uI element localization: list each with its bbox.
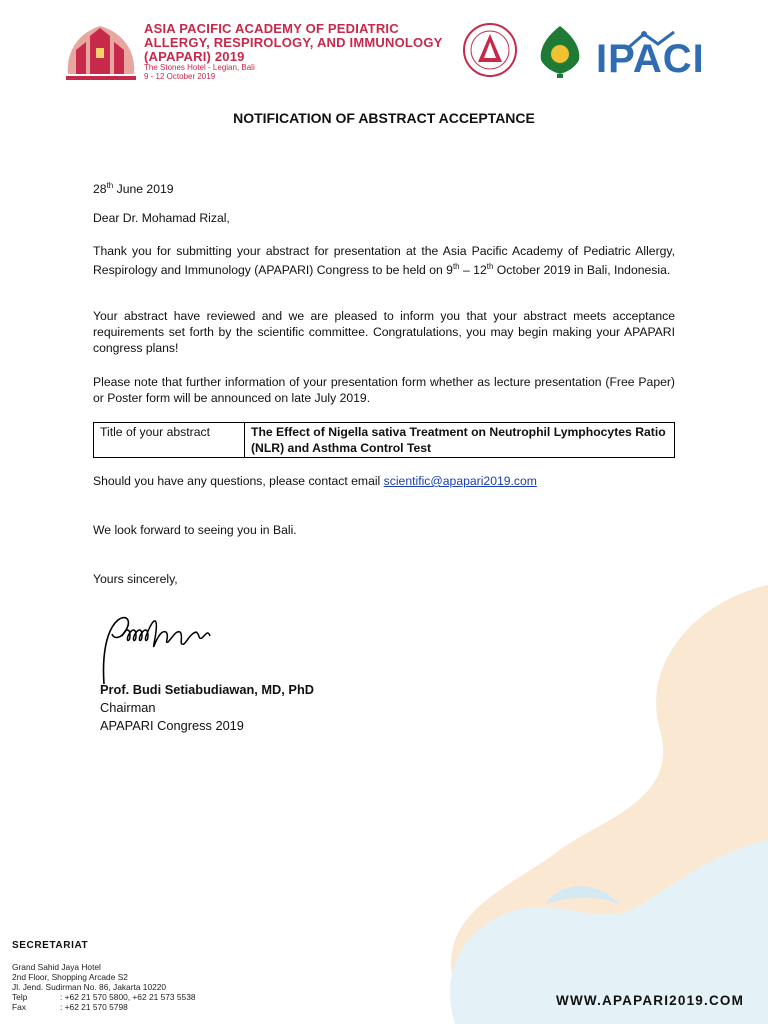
address-line-2: 2nd Floor, Shopping Arcade S2 (12, 972, 128, 982)
telephone-label: Telp (12, 992, 28, 1002)
event-dates: 9 - 12 October 2019 (144, 72, 216, 81)
address-line-3: Jl. Jend. Sudirman No. 86, Jakarta 10220 (12, 982, 167, 992)
fax-row (12, 1002, 196, 1012)
paragraph-intro-sup-2: th (486, 262, 494, 272)
telephone-row (12, 992, 196, 1002)
letter-date (93, 178, 675, 197)
letter-greeting: Dear Dr. Mohamad Rizal, (93, 211, 230, 225)
date-day: 28 (93, 182, 107, 197)
event-venue: The Stones Hotel - Legian, Bali (144, 63, 255, 72)
paragraph-intro (93, 243, 675, 278)
paragraph-intro-text-a: Thank you for submitting your abstract for presentation at the Asia Pacific Academy of Pediatric Allergy, Respirology and Immunology (APAPARI) Congress to be held on 9 (93, 244, 675, 278)
event-title-line-2: ALLERGY, RESPIROLOGY, AND IMMUNOLOGY (144, 35, 443, 50)
event-venue-dates (144, 63, 255, 81)
paragraph-presentation-info: Please note that further information of your presentation form whether as lecture presentation (Free Paper) or Poster form will be announced on late July 2019. (93, 375, 675, 406)
secretariat-heading: SECRETARIAT (12, 940, 89, 951)
paragraph-intro-text-b: – 12 (459, 263, 487, 278)
ipaci-figure-icon (624, 30, 684, 50)
sign-off: Yours sincerely, (93, 572, 178, 586)
event-title-line-3: (APAPARI) 2019 (144, 49, 245, 64)
contact-email-link[interactable]: scientific@apapari2019.com (383, 474, 537, 488)
secretariat-address (12, 962, 196, 1012)
paragraph-intro-sup-1: th (452, 262, 460, 272)
contact-text: Should you have any questions, please contact email (93, 474, 384, 488)
abstract-table (93, 422, 675, 458)
abstract-label-cell: Title of your abstract (94, 423, 245, 458)
table-row (94, 423, 675, 458)
date-suffix: th (106, 181, 114, 190)
signer-name: Prof. Budi Setiabudiawan, MD, PhD (100, 682, 315, 697)
event-title (144, 22, 464, 64)
abstract-title-cell: The Effect of Nigella sativa Treatment on Neutrophil Lymphocytes Ratio (NLR) and Asthma Control Test (245, 423, 675, 458)
fax-label: Fax (12, 1002, 26, 1012)
handwritten-signature (96, 606, 246, 688)
address-line-1: Grand Sahid Jaya Hotel (12, 962, 101, 972)
signer-organization: APAPARI Congress 2019 (100, 718, 244, 733)
document-title: NOTIFICATION OF ABSTRACT ACCEPTANCE (233, 110, 535, 126)
telephone-value: : +62 21 570 5800, +62 21 573 5538 (60, 992, 196, 1002)
ipaci-logo-text: IPACI (596, 37, 705, 81)
date-month-year: June 2019 (113, 182, 174, 197)
idai-emblem (535, 22, 585, 78)
apapari-logo (62, 20, 140, 82)
closing-line: We look forward to seeing you in Bali. (93, 523, 297, 537)
signer-role: Chairman (100, 700, 156, 715)
event-title-line-1: ASIA PACIFIC ACADEMY OF PEDIATRIC (144, 21, 399, 36)
website-url: WWW.APAPARI2019.COM (556, 993, 745, 1008)
paragraph-intro-text-c: October 2019 in Bali, Indonesia. (493, 263, 671, 278)
contact-line (93, 474, 537, 488)
ipaci-logo (596, 30, 710, 81)
paragraph-acceptance: Your abstract have reviewed and we are pleased to inform you that your abstract meets acceptance requirements set forth by the scientific committee. Congratulations, you may begin making your APAPARI congress plans! (93, 309, 675, 356)
medical-association-seal (462, 22, 518, 78)
fax-value: : +62 21 570 5798 (60, 1002, 128, 1012)
